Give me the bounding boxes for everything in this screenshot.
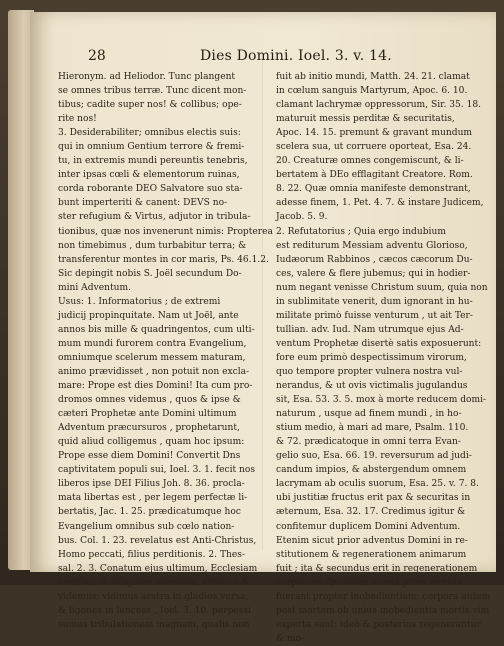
right-text-column	[276, 70, 490, 646]
text-line: confitemur duplicem Domini Adventum.	[276, 521, 461, 532]
text-line: tionibus, quæ nos invenerunt nimis: Propterea	[58, 226, 273, 237]
text-line: Hieronym. ad Heliodor. Tunc plangent	[58, 72, 236, 82]
column-gutter	[262, 60, 263, 550]
text-line: stitutionem & regenerationem animarum	[276, 549, 467, 560]
text-line: naturum , usque ad finem mundi , in ho-	[276, 409, 462, 420]
text-line: dromos omnes videmus , quos & ipse &	[58, 395, 241, 406]
text-line: ster refugium & Virtus, adjutor in tribula-	[58, 212, 251, 223]
text-line: clamant lachrymæ oppressorum, Sir. 35. 18.	[276, 100, 482, 111]
text-line: ventum Prophetæ disertè satis exposuerunt:	[276, 338, 482, 349]
text-line: tullian. adv. Iud. Nam utrumque ejus Ad-	[276, 324, 464, 335]
text-line: in cœlum sanguis Martyrum, Apoc. 6. 10.	[276, 86, 468, 97]
text-line: sumus tribulationem magnam, qualis non	[58, 619, 250, 630]
text-line: stium medio, à mari ad mare, Psalm. 110.	[276, 423, 469, 434]
text-line: quo tempore propter vulnera nostra vul-	[276, 366, 463, 377]
text-line: nerandus, & ut ovis victimalis jugulandus	[276, 381, 468, 392]
text-line: 20. Creaturæ omnes congemiscunt, & li-	[276, 156, 464, 167]
text-line: Jacob. 5. 9.	[276, 212, 328, 223]
text-line: videmus; vidimus aratra in gladios versa,	[58, 591, 249, 602]
text-line: fuit ; ita & secundus erit in regenerationem	[276, 563, 478, 574]
text-line: mum mundi furorem contra Evangelium,	[58, 338, 247, 349]
text-line: judicij propinquitate. Nam ut Joël, ante	[58, 310, 239, 321]
text-line: cæteri Prophetæ ante Domini ultimum	[58, 409, 237, 420]
text-line: bertatem à DEo efflagitant Creatore. Rom.	[276, 170, 473, 181]
text-line: maturuit messis perditæ & securitatis,	[276, 114, 455, 125]
text-line: quid aliud colligemus , quam hoc ipsum:	[58, 437, 245, 448]
text-line: fuerant propter inobedientiam: corpora autem	[276, 591, 491, 602]
text-line: ces, valere & flere jubemus; qui in hodier-	[276, 268, 471, 279]
text-line: Prope esse diem Domini! Convertit Dns	[58, 451, 241, 462]
text-line: qui in omnium Gentium terrore & fremi-	[58, 142, 245, 153]
text-line: ubi justitiæ fructus erit pax & securitas in	[276, 493, 471, 504]
text-line: tu, in extremis mundi pereuntis tenebris,	[58, 156, 248, 167]
text-line: num negant venisse Christum suum, quia non	[276, 282, 488, 293]
text-line: liberos ipse DEI Filius Joh. 8. 36. procla-	[58, 479, 245, 490]
text-line: corporum. Quoniam anima prius mortua	[276, 577, 463, 588]
text-line: 2. Refutatorius ; Quia ergo indubium	[276, 226, 446, 237]
text-line: Iudæorum Rabbinos , cæcos cæcorum Du-	[276, 254, 473, 265]
text-line: Homo peccati, filius perditionis. 2. Thes-	[58, 549, 245, 560]
text-line: gelio suo, Esa. 66. 19. reversurum ad judi-	[276, 451, 472, 462]
text-line: scelera sua, ut corruere oporteat, Esa. 24.	[276, 142, 472, 153]
text-line: Evangelium omnibus sub cœlo nation-	[58, 521, 235, 532]
text-line: bertatis, Jac. 1. 25. prædicatumque hoc	[58, 507, 241, 518]
text-line: inter ipsas cœli & elementorum ruinas,	[58, 170, 240, 181]
text-line: bus. Col. 1. 23. revelatus est Anti-Christus,	[58, 535, 257, 546]
running-title: Dies Domini. Ioel. 3. v. 14.	[200, 48, 392, 64]
text-line: captivitatem populi sui, Ioel. 3. 1. fecit nos	[58, 465, 256, 476]
text-line: experta sunt: ideò & posterius regenerantur	[276, 619, 481, 630]
text-line: cædibus & sanguine obruendi, vidimus &	[58, 577, 250, 588]
text-line: & 72. prædicatoque in omni terra Evan-	[276, 437, 461, 448]
text-line: 3. Desiderabiliter; omnibus electis suis:	[58, 128, 241, 139]
text-line: animo prævidisset , non potuit non excla-	[58, 366, 250, 377]
text-line: transferentur montes in cor maris, Ps. 46.1.2.	[58, 254, 269, 265]
text-line: non timebimus , dum turbabitur terra; &	[58, 240, 247, 251]
text-line: mare: Prope est dies Domini! Ita cum pro-	[58, 381, 253, 392]
text-line: Etenim sicut prior adventus Domini in re-	[276, 535, 468, 546]
text-line: candum impios, & abstergendum omnem	[276, 465, 467, 476]
book-page	[30, 12, 496, 644]
text-line: Usus: 1. Informatorius ; de extremi	[58, 296, 221, 307]
text-line: & ligones in lanceas , Ioel. 3. 10. perpessi	[58, 605, 252, 616]
text-line: omniumque scelerum messem maturam,	[58, 352, 246, 363]
text-line: fuit ab initio mundi, Matth. 24. 21. clamat	[276, 72, 470, 82]
text-line: post mortem ob unius inobedientia mortis vim	[276, 605, 490, 616]
text-line: militate primò fuisse venturum , ut ait Ter-	[276, 310, 473, 321]
text-line: se omnes tribus terræ. Tunc dicent mon-	[58, 86, 247, 97]
text-line: mini Adventum.	[58, 282, 131, 293]
text-line: 8. 22. Quæ omnia manifeste demonstrant,	[276, 184, 471, 195]
left-text-column	[58, 70, 273, 632]
page-number: 28	[88, 48, 106, 64]
text-line: Sic depingit nobis S. Joël secundum Do-	[58, 268, 242, 279]
text-line: sit, Esa. 53. 3. 5. mox à morte reducem domi-	[276, 395, 487, 406]
running-header	[88, 48, 482, 66]
text-line: rite nos!	[58, 114, 97, 125]
text-line: est rediturum Messiam adventu Glorioso,	[276, 240, 468, 251]
text-line: mata libertas est , per legem perfectæ li-	[58, 493, 248, 504]
text-line: adesse finem, 1. Pet. 4. 7. & instare Judicem,	[276, 198, 484, 209]
text-line: annos bis mille & quadringentos, cum ulti-	[58, 324, 255, 335]
text-line: Apoc. 14. 15. premunt & gravant mundum	[276, 128, 473, 139]
text-line: fore eum primò despectissimum virorum,	[276, 352, 467, 363]
text-line: & mo-	[276, 633, 305, 644]
text-line: bunt imperteriti & canent: DEVS no-	[58, 198, 228, 209]
text-line: corda roborante DEO Salvatore suo sta-	[58, 184, 243, 195]
text-line: sal. 2. 3. Conatum ejus ultimum, Ecclesiam	[58, 563, 258, 574]
text-line: æternum, Esa. 32. 17. Credimus igitur &	[276, 507, 466, 518]
text-line: in sublimitate venerit, dum ignorant in hu-	[276, 296, 473, 307]
text-line: tibus; cadite super nos! & collibus; ope-	[58, 100, 242, 111]
text-line: Adventum præcursuros , prophetarunt,	[58, 423, 240, 434]
text-line: lacrymam ab oculis suorum, Esa. 25. v. 7. 8.	[276, 479, 479, 490]
